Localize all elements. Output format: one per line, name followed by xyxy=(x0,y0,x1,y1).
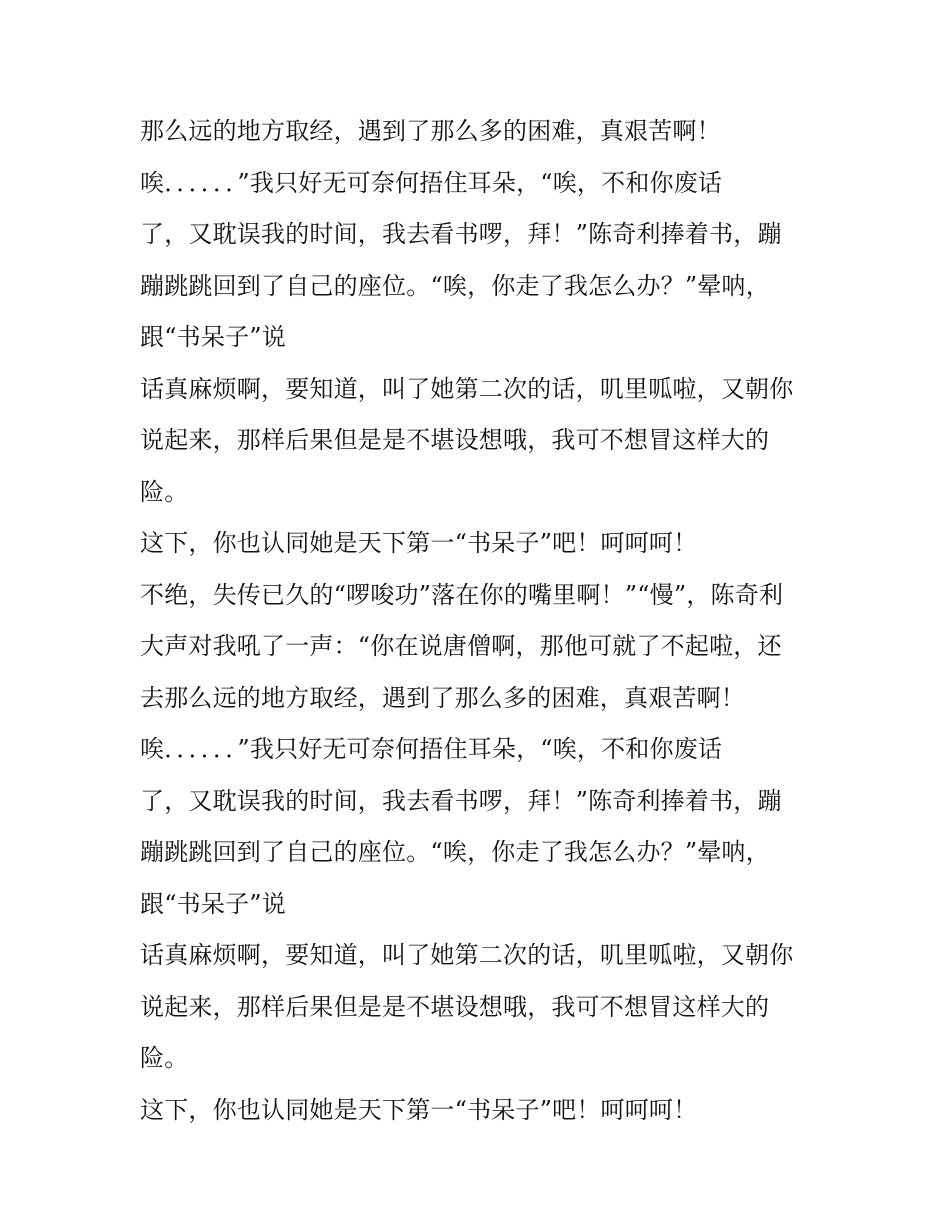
text-line: 了，又耽误我的时间，我去看书啰，拜！”陈奇利捧着书，蹦 xyxy=(140,786,782,815)
text-line: 不绝，失传已久的“啰唆功”落在你的嘴里啊！”“慢”，陈奇利 xyxy=(140,580,784,609)
text-line: 这下，你也认同她是天下第一“书呆子”吧！呵呵呵！ xyxy=(140,529,698,557)
text-line: 唉．．．．．．”我只好无可奈何捂住耳朵，“唉，不和你废话 xyxy=(140,168,723,197)
text-line: 话真麻烦啊，要知道，叫了她第二次的话，叽里呱啦，又朝你 xyxy=(140,941,794,969)
text-line: 这下，你也认同她是天下第一“书呆子”吧！呵呵呵！ xyxy=(140,1095,698,1124)
text-line: 蹦跳跳回到了自己的座位。“唉，你走了我怎么办？”晕呐， xyxy=(140,271,770,300)
text-line: 去那么远的地方取经，遇到了那么多的困难，真艰苦啊！ xyxy=(140,683,745,712)
text-line: 了，又耽误我的时间，我去看书啰，拜！”陈奇利捧着书，蹦 xyxy=(140,220,782,248)
text-line: 唉．．．．．．”我只好无可奈何捂住耳朵，“唉，不和你废话 xyxy=(140,735,723,763)
text-line: 说起来，那样后果但是是不堪设想哦，我可不想冒这样大的 xyxy=(140,426,770,454)
text-line: 险。 xyxy=(140,1044,189,1072)
text-line: 话真麻烦啊，要知道，叫了她第二次的话，叽里呱啦，又朝你 xyxy=(140,374,794,403)
document-body xyxy=(140,106,840,1136)
text-line: 险。 xyxy=(140,477,189,506)
text-line: 蹦跳跳回到了自己的座位。“唉，你走了我怎么办？”晕呐， xyxy=(140,838,770,866)
text-line: 跟“书呆子”说 xyxy=(140,889,286,918)
text-line: 那么远的地方取经，遇到了那么多的困难，真艰苦啊！ xyxy=(140,117,721,145)
text-line: 跟“书呆子”说 xyxy=(140,323,286,351)
text-line: 大声对我吼了一声：“你在说唐僧啊，那他可就了不起啦，还 xyxy=(140,632,782,660)
text-line: 说起来，那样后果但是是不堪设想哦，我可不想冒这样大的 xyxy=(140,992,770,1021)
